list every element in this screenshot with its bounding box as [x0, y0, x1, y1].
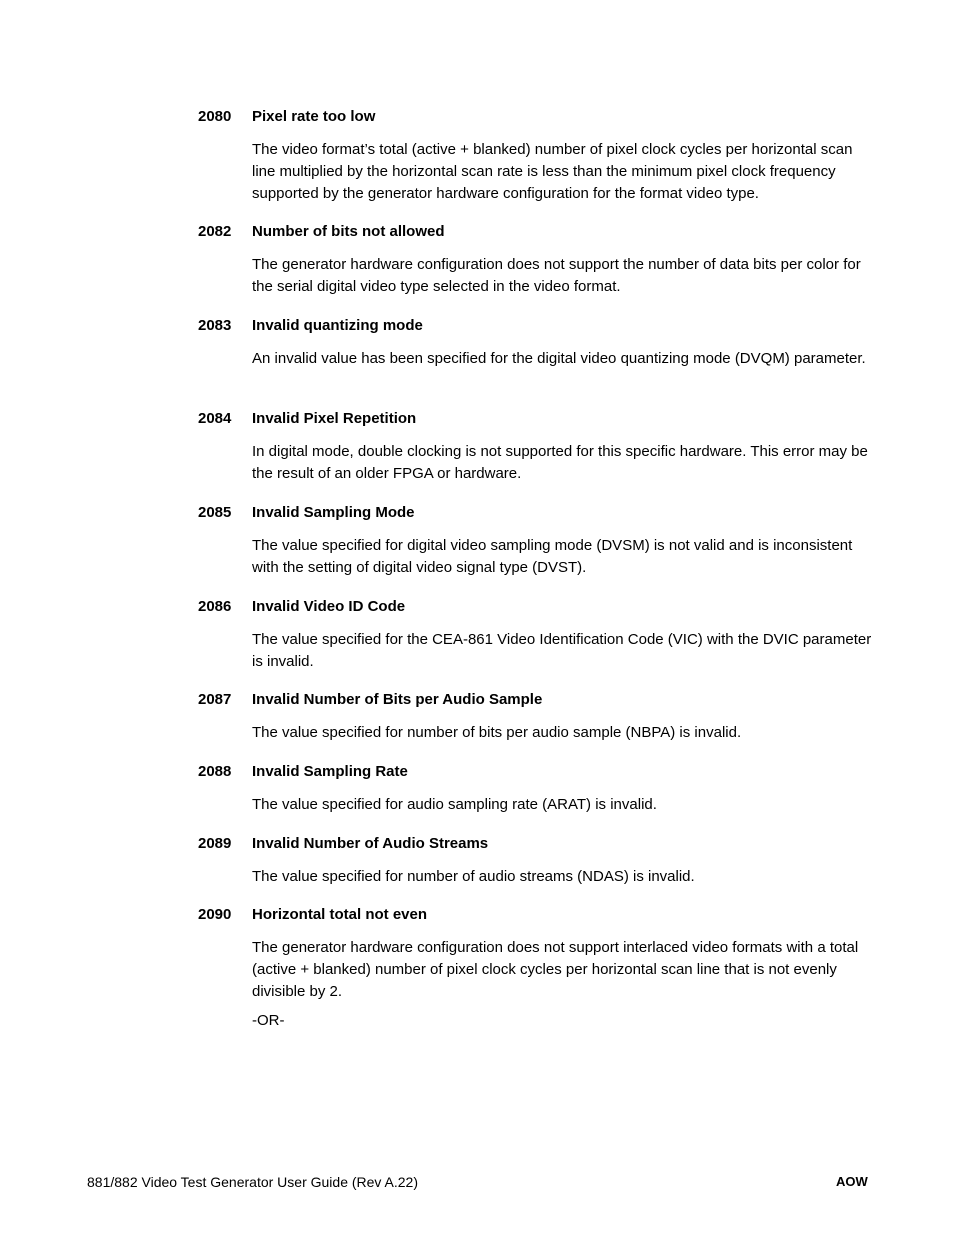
error-code: 2089	[198, 835, 232, 852]
error-code: 2090	[198, 906, 232, 923]
error-description: In digital mode, double clocking is not supported for this specific hardware. This error may be the result of an older FPGA or hardware.	[252, 443, 868, 482]
error-title: Number of bits not allowed	[252, 223, 445, 240]
error-description: The value specified for number of audio streams (NDAS) is invalid.	[252, 868, 695, 885]
or-separator-text: -OR-	[252, 1012, 285, 1029]
error-title: Invalid Sampling Rate	[252, 763, 408, 780]
error-code: 2080	[198, 108, 232, 125]
error-title: Invalid quantizing mode	[252, 317, 423, 334]
footer-section-label: AOW	[836, 1174, 868, 1189]
error-code: 2086	[198, 598, 232, 615]
error-title: Pixel rate too low	[252, 108, 376, 125]
error-title: Horizontal total not even	[252, 906, 428, 923]
error-title: Invalid Pixel Repetition	[252, 410, 417, 427]
error-description: The value specified for digital video sampling mode (DVSM) is not valid and is inconsistent with the setting of digital video signal type (DVST).	[252, 537, 853, 576]
error-description: The generator hardware configuration does not support the number of data bits per color for the serial digital video type selected in the video format.	[252, 256, 861, 295]
error-title: Invalid Video ID Code	[252, 598, 406, 615]
error-title: Invalid Number of Bits per Audio Sample	[252, 691, 543, 708]
error-description: The video format’s total (active + blanked) number of pixel clock cycles per horizontal scan line multiplied by the horizontal scan rate is less than the minimum pixel clock frequency supported by the generator hardware configuration for the format video type.	[252, 141, 853, 202]
error-code: 2087	[198, 691, 232, 708]
error-code: 2083	[198, 317, 232, 334]
error-code: 2085	[198, 504, 232, 521]
error-title: Invalid Sampling Mode	[252, 504, 415, 521]
error-description: The value specified for audio sampling rate (ARAT) is invalid.	[252, 796, 657, 813]
error-description: The value specified for the CEA-861 Video Identification Code (VIC) with the DVIC parameter is invalid.	[252, 631, 872, 670]
error-code: 2084	[198, 410, 232, 427]
footer-guide-title: 881/882 Video Test Generator User Guide (Rev A.22)	[87, 1174, 419, 1190]
error-description: The generator hardware configuration does not support interlaced video formats with a total (active + blanked) number of pixel clock cycles per horizontal scan line that is not evenly divisible by 2.	[252, 939, 859, 1000]
error-description: An invalid value has been specified for the digital video quantizing mode (DVQM) parameter.	[252, 350, 866, 367]
error-description: The value specified for number of bits per audio sample (NBPA) is invalid.	[252, 724, 742, 741]
error-code: 2088	[198, 763, 232, 780]
error-code: 2082	[198, 223, 232, 240]
error-title: Invalid Number of Audio Streams	[252, 835, 489, 852]
